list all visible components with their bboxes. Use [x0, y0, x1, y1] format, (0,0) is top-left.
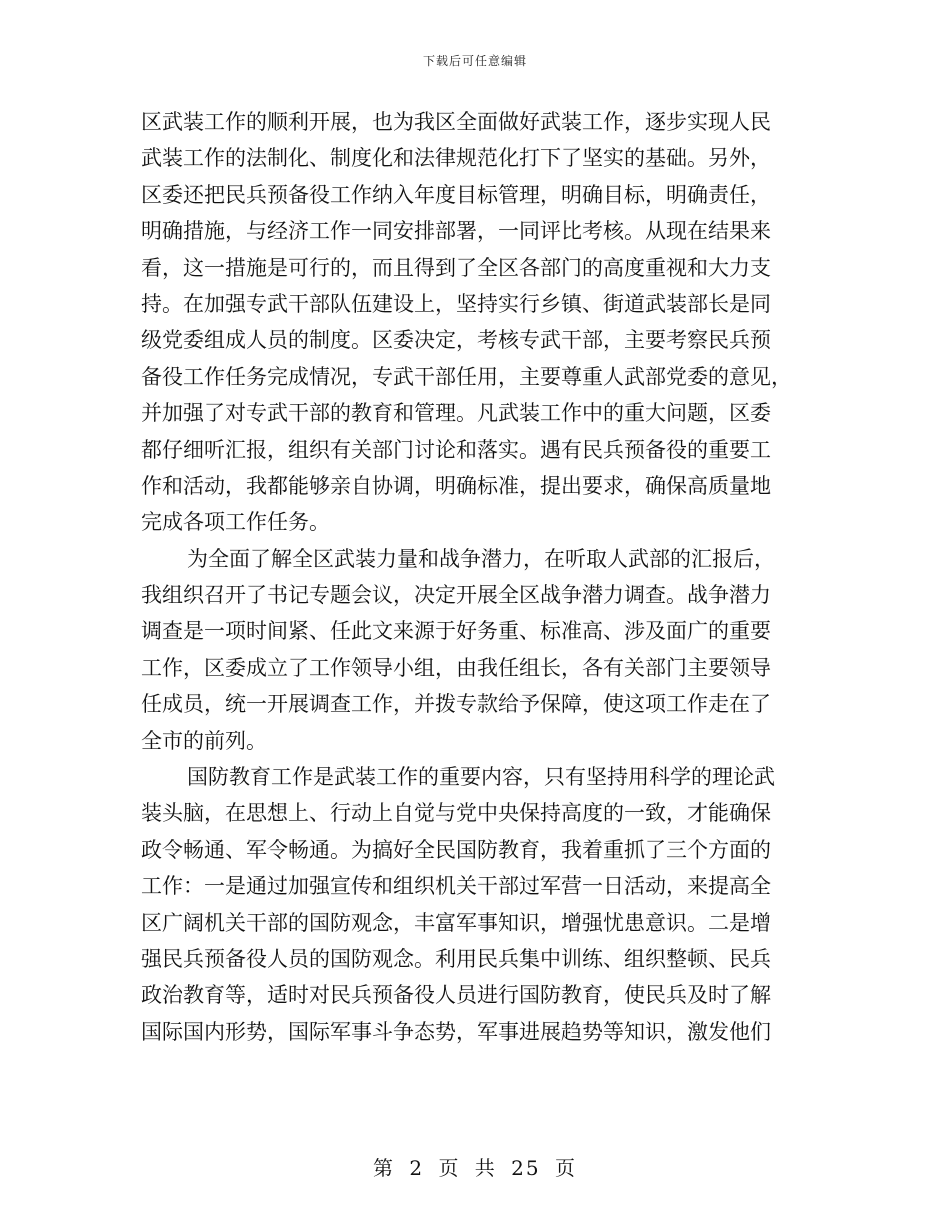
- body-line: 级党委组成人员的制度。区委决定，考核专武干部，主要考察民兵预: [141, 328, 771, 353]
- body-line: 政治教育等，适时对民兵预备役人员进行国防教育，使民兵及时了解: [141, 983, 771, 1008]
- body-line: 装头脑，在思想上、行动上自觉与党中央保持高度的一致，才能确保: [141, 801, 771, 826]
- page-header: 下载后可任意编辑: [422, 54, 527, 68]
- body-line: 武装工作的法制化、制度化和法律规范化打下了坚实的基础。另外，: [141, 146, 771, 171]
- body-line: 任成员，统一开展调查工作，并拨专款给予保障，使这项工作走在了: [141, 692, 771, 717]
- paragraph-first-line: 国防教育工作是武装工作的重要内容，只有坚持用科学的理论武: [187, 765, 775, 790]
- body-line: 看，这一措施是可行的，而且得到了全区各部门的高度重视和大力支: [141, 255, 771, 280]
- body-line: 调查是一项时间紧、任此文来源于好务重、标准高、涉及面广的重要: [141, 619, 771, 644]
- body-line: 并加强了对专武干部的教育和管理。凡武装工作中的重大问题，区委: [141, 401, 771, 426]
- body-line: 明确措施，与经济工作一同安排部署，一同评比考核。从现在结果来: [141, 219, 771, 244]
- body-line: 完成各项工作任务。: [141, 510, 330, 535]
- body-line: 持。在加强专武干部队伍建设上，坚持实行乡镇、街道武装部长是同: [141, 291, 771, 316]
- body-line: 区委还把民兵预备役工作纳入年度目标管理，明确目标，明确责任，: [141, 182, 771, 207]
- paragraph-first-line: 为全面了解全区武装力量和战争潜力，在听取人武部的汇报后，: [187, 546, 775, 571]
- body-line: 工作，区委成立了工作领导小组，由我任组长，各有关部门主要领导: [141, 655, 771, 680]
- body-line: 备役工作任务完成情况，专武干部任用，主要尊重人武部党委的意见，: [141, 364, 792, 389]
- body-line: 作和活动，我都能够亲自协调，明确标准，提出要求，确保高质量地: [141, 473, 771, 498]
- body-line: 都仔细听汇报，组织有关部门讨论和落实。遇有民兵预备役的重要工: [141, 437, 771, 462]
- body-line: 我组织召开了书记专题会议，决定开展全区战争潜力调查。战争潜力: [141, 583, 771, 608]
- body-line: 区武装工作的顺利开展，也为我区全面做好武装工作，逐步实现人民: [141, 110, 771, 134]
- body-line: 工作：一是通过加强宣传和组织机关干部过军营一日活动，来提高全: [141, 874, 771, 899]
- page-number-footer: 第 2 页 共 25 页: [373, 1156, 577, 1180]
- body-line: 区广阔机关干部的国防观念，丰富军事知识，增强忧患意识。二是增: [141, 910, 771, 935]
- document-body: [141, 104, 811, 1050]
- body-line: 国际国内形势，国际军事斗争态势，军事进展趋势等知识，激发他们: [141, 1019, 771, 1044]
- body-line: 政令畅通、军令畅通。为搞好全民国防教育，我着重抓了三个方面的: [141, 837, 771, 862]
- body-line: 强民兵预备役人员的国防观念。利用民兵集中训练、组织整顿、民兵: [141, 946, 771, 971]
- body-line: 全市的前列。: [141, 728, 267, 753]
